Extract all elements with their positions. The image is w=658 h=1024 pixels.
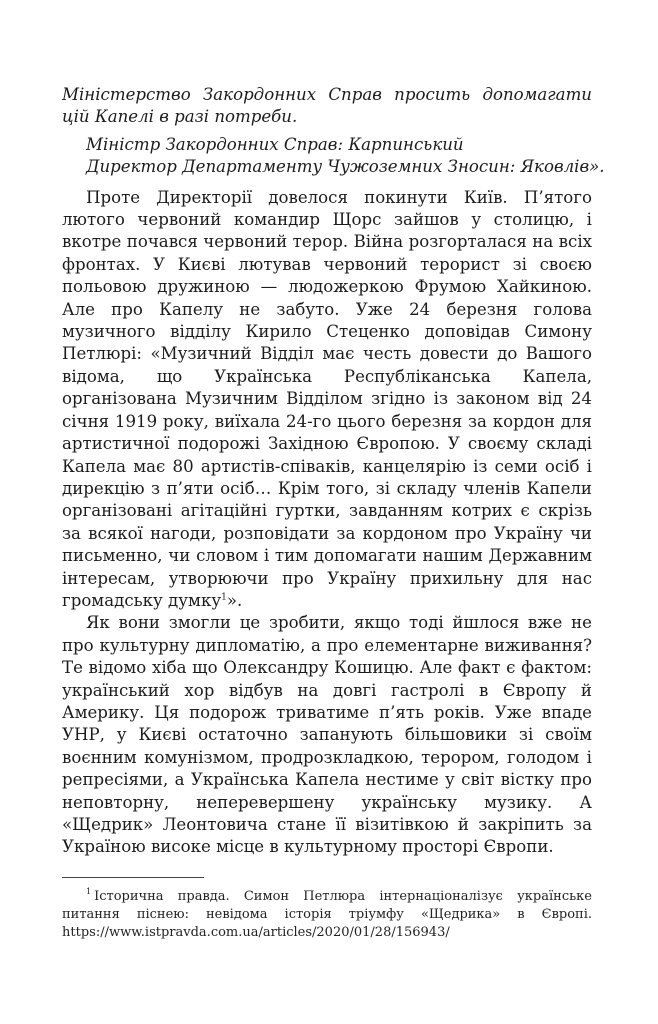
- footnote-text: Історична правда. Симон Петлюра інтернаціоналізує українське питання піснею: невідома історія тріумфу «Щедрика» в Європі. https://www.istpravda.com.ua/articles/2020/01/28/156943/: [62, 888, 592, 940]
- footnote: [62, 888, 592, 942]
- footnote-mark: 1: [86, 887, 92, 897]
- paragraph-choir-tour: Як вони змогли це зробити, якщо тоді йшлося вже не про культурну дипломатію, а про елементарне виживання? Те відомо хіба що Олександру Кошицю. Але факт є фактом: український хор відбув на довгі гастролі в Європу й Америку. Ця подорож триватиме п’ять років. Уже впаде УНР, у Києві остаточно запанують більшовики зі своїм воєнним комунізмом, продрозкладкою, терором, голодом і репресіями, а Українська Капела нестиме у світ вістку про неповторну, неперевершену українську музику. А «Щедрик» Леонтовича стане її візитівкою й закріпить за Україною високе місце в культурному просторі Європи.: [62, 613, 592, 857]
- signature-director: Директор Департаменту Чужоземних Зносин: Яковлів».: [86, 157, 605, 177]
- footnote-divider: [62, 877, 204, 878]
- letter-signatures: [62, 134, 605, 179]
- letter-closing-text: Міністерство Закордонних Справ просить допомагати цій Капелі в разі потреби.: [62, 85, 592, 127]
- signature-minister: Міністр Закордонних Справ: Карпинський: [86, 134, 464, 154]
- paragraph-text: Проте Директорії довелося покинути Київ. П’ятого лютого червоний командир Щорс зайшов у столицю, і вкотре почався червоний терор. Війна розгорталася на всіх фронтах. У Києві лютував червоний терорист зі своєю польовою дружиною — людожеркою Фрумою Хайкиною. Але про Капелу не забуто. Уже 24 березня голова музичного відділу Кирило Стеценко доповідав Симону Петлюрі: «Музичний Відділ має честь довести до Вашого відома, що Українська Республіканська Капела, організована Музичним Відділом згідно із законом від 24 січня 1919 року, виїхала 24-го цього березня за кордон для артистичної подорожі Західною Європою. У своєму складі Капела має 80 артистів-співаків, канцелярію із семи осіб і дирекцію з п’яти осіб… Крім того, зі складу членів Капели організовані агітаційні гуртки, завданням котрих є скрізь за всякої нагоди, розповідати за кордоном про Україну чи письменно, чи словом і тим допомагати нашим Державним інтересам, утворюючи про Україну прихильну для нас громадську думку: [62, 187, 592, 610]
- paragraph-tail: ».: [226, 590, 243, 610]
- paragraph-directory-leaves-kyiv: [62, 187, 592, 613]
- body-text: [62, 187, 592, 859]
- footnote-reference[interactable]: 1: [221, 592, 227, 603]
- book-page: [62, 84, 605, 942]
